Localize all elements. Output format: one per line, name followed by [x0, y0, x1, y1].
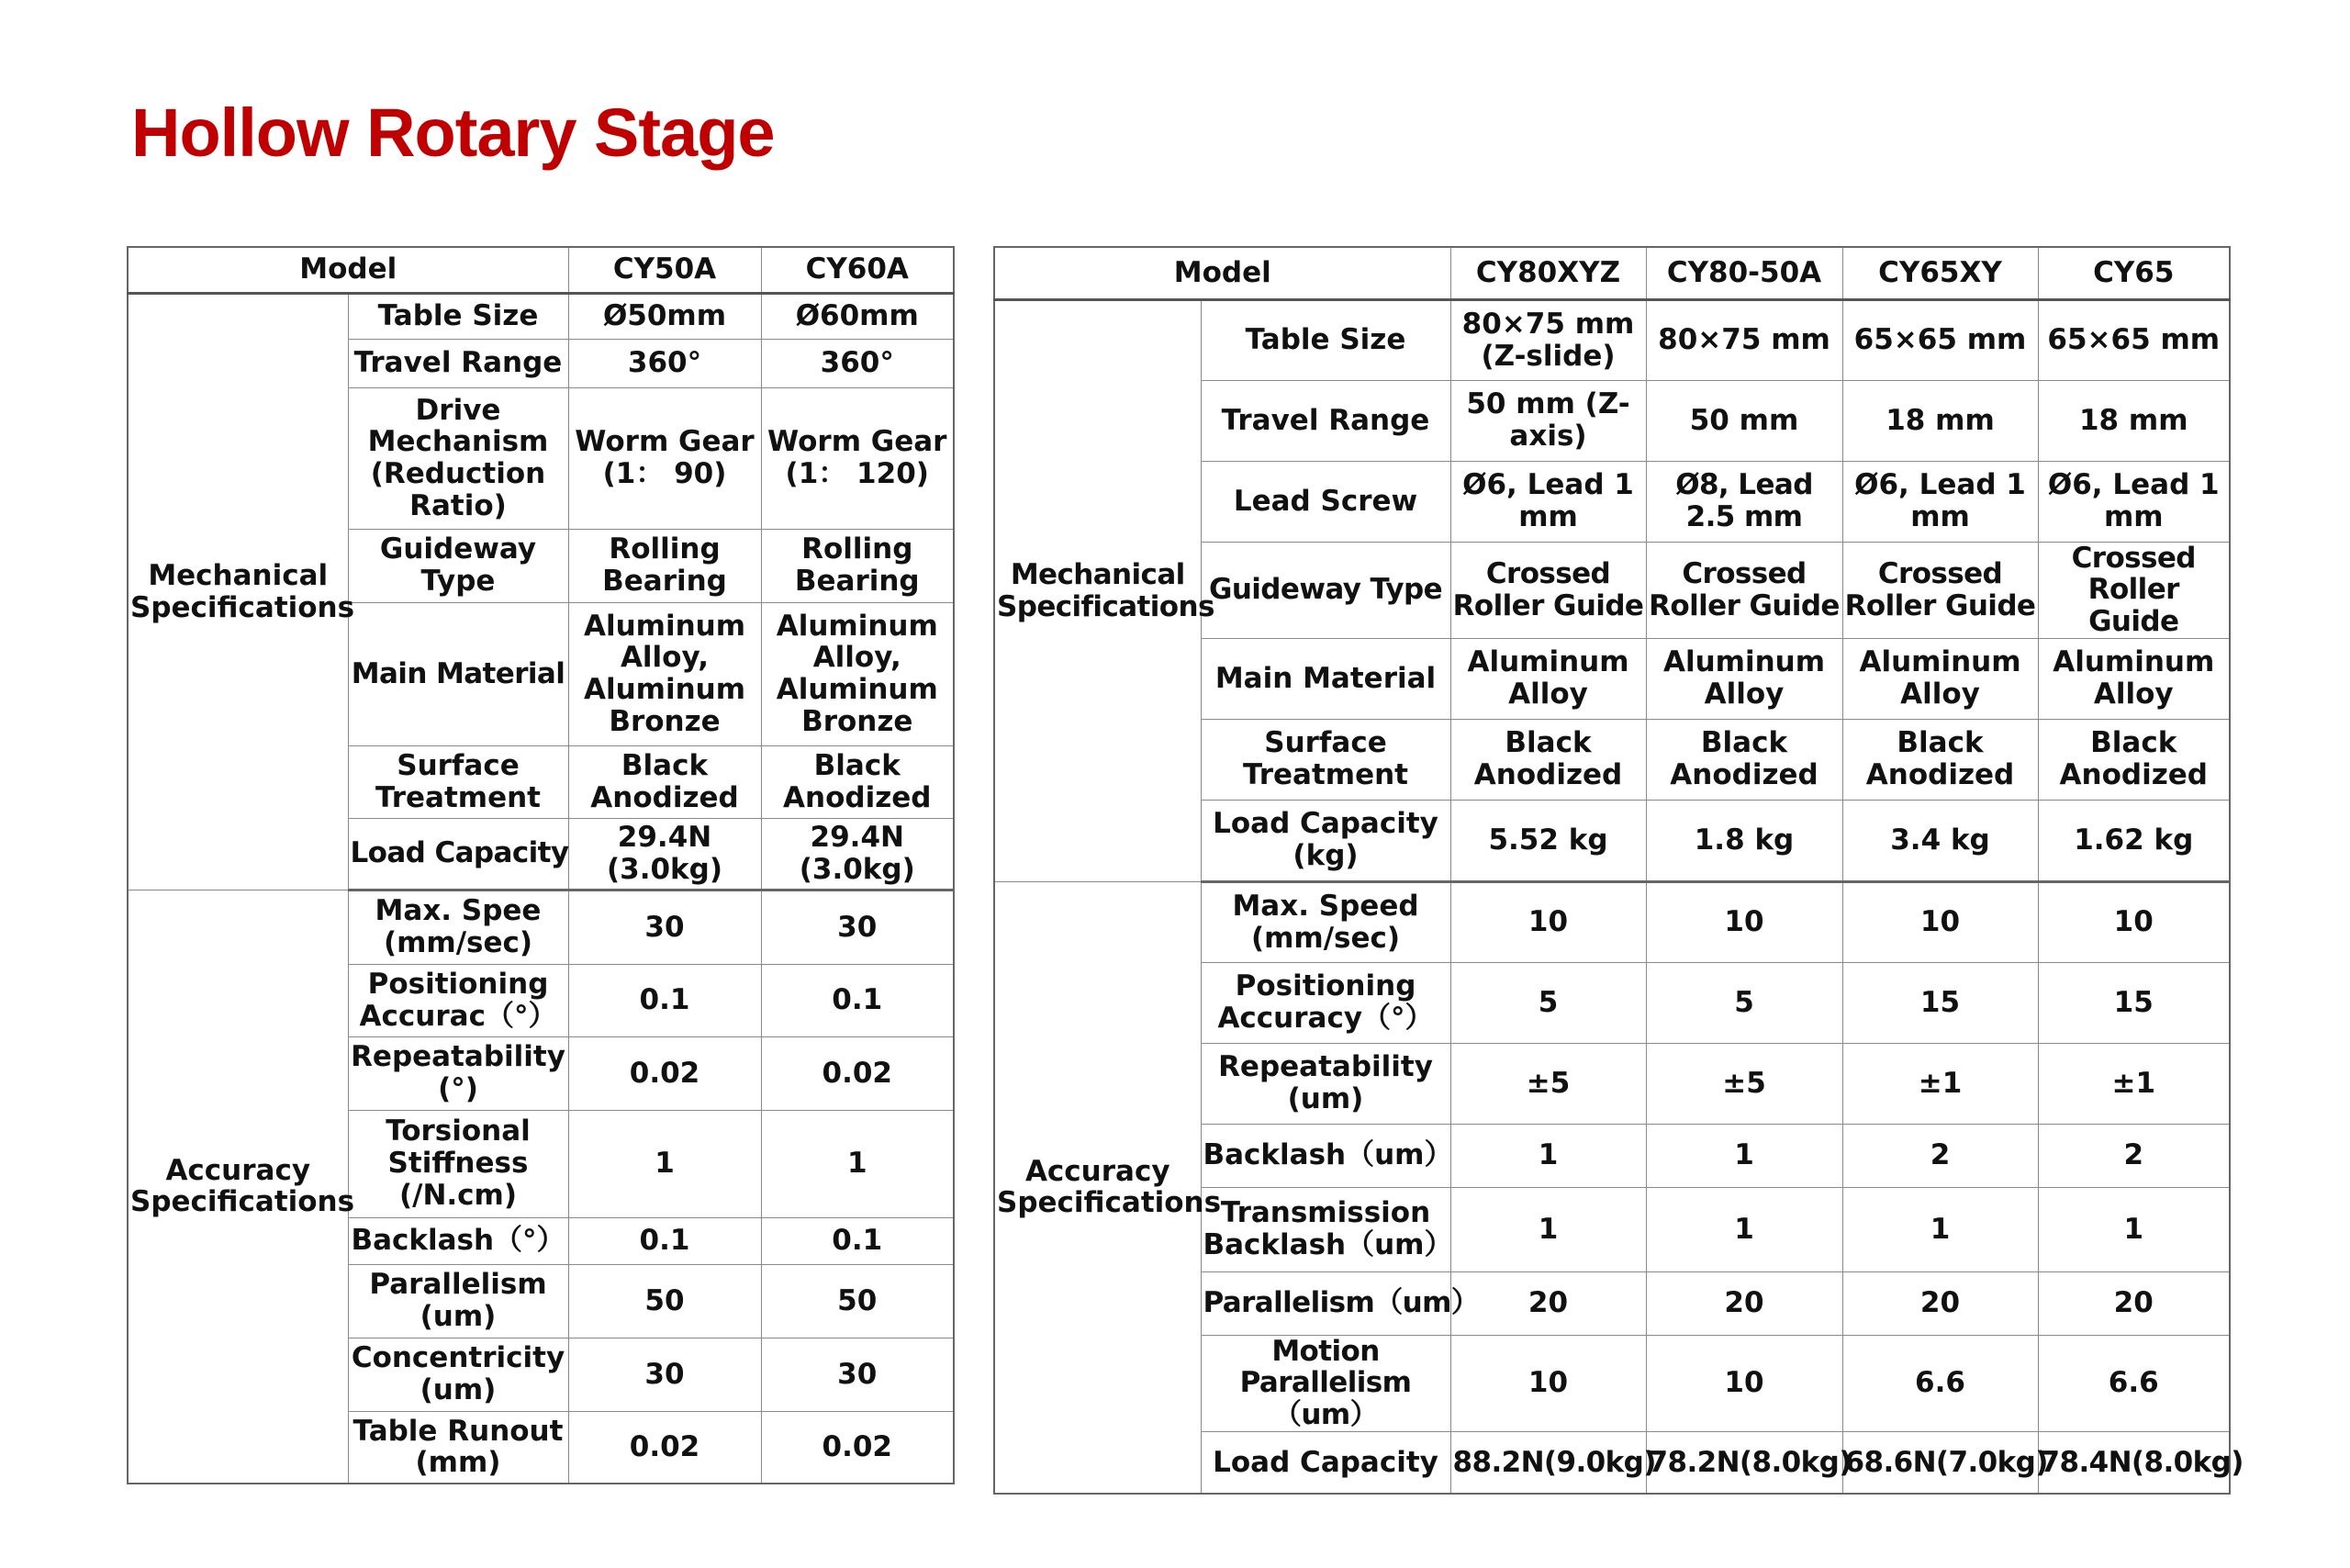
cell-value: Ø8, Lead 2.5 mm — [1646, 461, 1842, 542]
cell-value: Aluminum Alloy — [1842, 638, 2038, 719]
cell-value: 10 — [1646, 881, 1842, 962]
cell-value: 15 — [2038, 962, 2230, 1043]
spec-table-cy50a-cy60a — [127, 246, 955, 1484]
row-label: Guideway Type — [348, 529, 568, 602]
cell-value: Aluminum Alloy — [2038, 638, 2230, 719]
cell-value: 6.6 — [1842, 1335, 2038, 1431]
cell-value: 65×65 mm — [2038, 299, 2230, 380]
row-label: Torsional Stiffness (/N.cm) — [348, 1110, 568, 1217]
cell-value: Aluminum Alloy, Aluminum Bronze — [761, 602, 954, 745]
row-label: Guideway Type — [1201, 542, 1450, 638]
cell-value: 20 — [1646, 1271, 1842, 1335]
cell-value: 3.4 kg — [1842, 800, 2038, 881]
row-label: Load Capacity (kg) — [1201, 800, 1450, 881]
model-name: CY80-50A — [1646, 247, 1842, 299]
row-label: Surface Treatment — [1201, 719, 1450, 800]
cell-value: 0.02 — [568, 1036, 761, 1110]
cell-value: 18 mm — [1842, 380, 2038, 461]
table-row — [128, 890, 954, 964]
spec-table-cy80-cy65 — [993, 246, 2244, 1495]
cell-value: 1.62 kg — [2038, 800, 2230, 881]
group-label: Accuracy Specifications — [128, 890, 348, 1484]
table-row — [128, 293, 954, 339]
row-label: Lead Screw — [1201, 461, 1450, 542]
cell-value: 1 — [1646, 1187, 1842, 1271]
cell-value: Ø6, Lead 1 mm — [1450, 461, 1646, 542]
cell-value: ±5 — [1646, 1043, 1842, 1124]
row-label: Positioning Accuracy（°） — [1201, 962, 1450, 1043]
header-row — [994, 247, 2230, 299]
cell-value: 0.02 — [761, 1411, 954, 1484]
cell-value: 2 — [1842, 1124, 2038, 1187]
cell-value: 0.1 — [568, 964, 761, 1036]
cell-value: Aluminum Alloy, Aluminum Bronze — [568, 602, 761, 745]
cell-value: 18 mm — [2038, 380, 2230, 461]
cell-value: 1 — [761, 1110, 954, 1217]
cell-value: 29.4N (3.0kg) — [761, 818, 954, 890]
row-label: Drive Mechanism (Reduction Ratio) — [348, 387, 568, 529]
cell-value: 1 — [2038, 1187, 2230, 1271]
model-name: CY65 — [2038, 247, 2230, 299]
cell-value: Rolling Bearing — [568, 529, 761, 602]
cell-value: 10 — [2038, 881, 2230, 962]
header-row — [128, 247, 954, 293]
cell-value: 80×75 mm — [1646, 299, 1842, 380]
cell-value: 5 — [1646, 962, 1842, 1043]
model-name: CY80XYZ — [1450, 247, 1646, 299]
cell-value: Crossed Roller Guide — [1842, 542, 2038, 638]
row-label: Repeatability (°) — [348, 1036, 568, 1110]
cell-value: 50 mm — [1646, 380, 1842, 461]
cell-value: 1 — [1842, 1187, 2038, 1271]
cell-value: 1 — [1450, 1124, 1646, 1187]
row-label: Max. Spee (mm/sec) — [348, 890, 568, 964]
row-label: Travel Range — [348, 339, 568, 387]
row-label: Backlash（um） — [1201, 1124, 1450, 1187]
cell-value: 88.2N(9.0kg) — [1450, 1431, 1646, 1494]
row-label: Load Capacity — [348, 818, 568, 890]
cell-value: 360° — [761, 339, 954, 387]
cell-value: 15 — [1842, 962, 2038, 1043]
cell-value: 20 — [1842, 1271, 2038, 1335]
row-label: Surface Treatment — [348, 745, 568, 818]
cell-value: 10 — [1450, 1335, 1646, 1431]
cell-value: Worm Gear (1： 120) — [761, 387, 954, 529]
cell-value: Crossed Roller Guide — [1646, 542, 1842, 638]
cell-value: Aluminum Alloy — [1646, 638, 1842, 719]
cell-value: ±1 — [1842, 1043, 2038, 1124]
row-label: Main Material — [348, 602, 568, 745]
cell-value: 0.1 — [568, 1217, 761, 1264]
cell-value: 5.52 kg — [1450, 800, 1646, 881]
cell-value: 0.02 — [761, 1036, 954, 1110]
cell-value: 2 — [2038, 1124, 2230, 1187]
table-row — [994, 299, 2230, 380]
row-label: Max. Speed (mm/sec) — [1201, 881, 1450, 962]
cell-value: Aluminum Alloy — [1450, 638, 1646, 719]
row-label: Travel Range — [1201, 380, 1450, 461]
cell-value: 1.8 kg — [1646, 800, 1842, 881]
cell-value: 78.4N(8.0kg) — [2038, 1431, 2230, 1494]
cell-value: 50 — [568, 1264, 761, 1338]
cell-value: 0.1 — [761, 964, 954, 1036]
cell-value: Black Anodized — [2038, 719, 2230, 800]
cell-value: Black Anodized — [1842, 719, 2038, 800]
cell-value: 78.2N(8.0kg) — [1646, 1431, 1842, 1494]
cell-value: Crossed Roller Guide — [2038, 542, 2230, 638]
group-label: Accuracy Specifications — [994, 881, 1201, 1494]
cell-value: Black Anodized — [568, 745, 761, 818]
row-label: Table Size — [1201, 299, 1450, 380]
cell-value: 0.1 — [761, 1217, 954, 1264]
cell-value: 5 — [1450, 962, 1646, 1043]
cell-value: Black Anodized — [761, 745, 954, 818]
cell-value: 50 mm (Z-axis) — [1450, 380, 1646, 461]
cell-value: Worm Gear (1： 90) — [568, 387, 761, 529]
cell-value: 29.4N (3.0kg) — [568, 818, 761, 890]
cell-value: ±5 — [1450, 1043, 1646, 1124]
cell-value: 6.6 — [2038, 1335, 2230, 1431]
cell-value: 10 — [1842, 881, 2038, 962]
cell-value: 1 — [1450, 1187, 1646, 1271]
cell-value: Black Anodized — [1646, 719, 1842, 800]
cell-value: Rolling Bearing — [761, 529, 954, 602]
row-label: Transmission Backlash（um） — [1201, 1187, 1450, 1271]
cell-value: 360° — [568, 339, 761, 387]
row-label: Load Capacity — [1201, 1431, 1450, 1494]
row-label: Parallelism (um) — [348, 1264, 568, 1338]
cell-value: 80×75 mm (Z-slide) — [1450, 299, 1646, 380]
row-label: Repeatability (um) — [1201, 1043, 1450, 1124]
cell-value: 30 — [568, 1338, 761, 1411]
cell-value: 20 — [2038, 1271, 2230, 1335]
cell-value: 0.02 — [568, 1411, 761, 1484]
model-name: CY60A — [761, 247, 954, 293]
row-label: Parallelism（um） — [1201, 1271, 1450, 1335]
model-header: Model — [128, 247, 568, 293]
cell-value: 10 — [1450, 881, 1646, 962]
cell-value: 68.6N(7.0kg) — [1842, 1431, 2038, 1494]
table-row — [994, 881, 2230, 962]
cell-value: 30 — [761, 1338, 954, 1411]
cell-value: 30 — [568, 890, 761, 964]
row-label: Table Runout (mm) — [348, 1411, 568, 1484]
row-label: Positioning Accurac（°） — [348, 964, 568, 1036]
cell-value: 1 — [1646, 1124, 1842, 1187]
group-label: Mechanical Specifications — [994, 299, 1201, 881]
cell-value: 30 — [761, 890, 954, 964]
cell-value: 1 — [568, 1110, 761, 1217]
group-label: Mechanical Specifications — [128, 293, 348, 890]
row-label: Backlash（°） — [348, 1217, 568, 1264]
cell-value: 20 — [1450, 1271, 1646, 1335]
cell-value: 65×65 mm — [1842, 299, 2038, 380]
cell-value: 50 — [761, 1264, 954, 1338]
cell-value: Crossed Roller Guide — [1450, 542, 1646, 638]
row-label: Table Size — [348, 293, 568, 339]
model-name: CY65XY — [1842, 247, 2038, 299]
cell-value: Ø50mm — [568, 293, 761, 339]
model-header: Model — [994, 247, 1450, 299]
cell-value: ±1 — [2038, 1043, 2230, 1124]
cell-value: Black Anodized — [1450, 719, 1646, 800]
cell-value: Ø6, Lead 1 mm — [2038, 461, 2230, 542]
cell-value: Ø6, Lead 1 mm — [1842, 461, 2038, 542]
cell-value: Ø60mm — [761, 293, 954, 339]
model-name: CY50A — [568, 247, 761, 293]
row-label: Motion Parallelism（um） — [1201, 1335, 1450, 1431]
page-title: Hollow Rotary Stage — [131, 95, 775, 171]
row-label: Main Material — [1201, 638, 1450, 719]
cell-value: 10 — [1646, 1335, 1842, 1431]
row-label: Concentricity (um) — [348, 1338, 568, 1411]
